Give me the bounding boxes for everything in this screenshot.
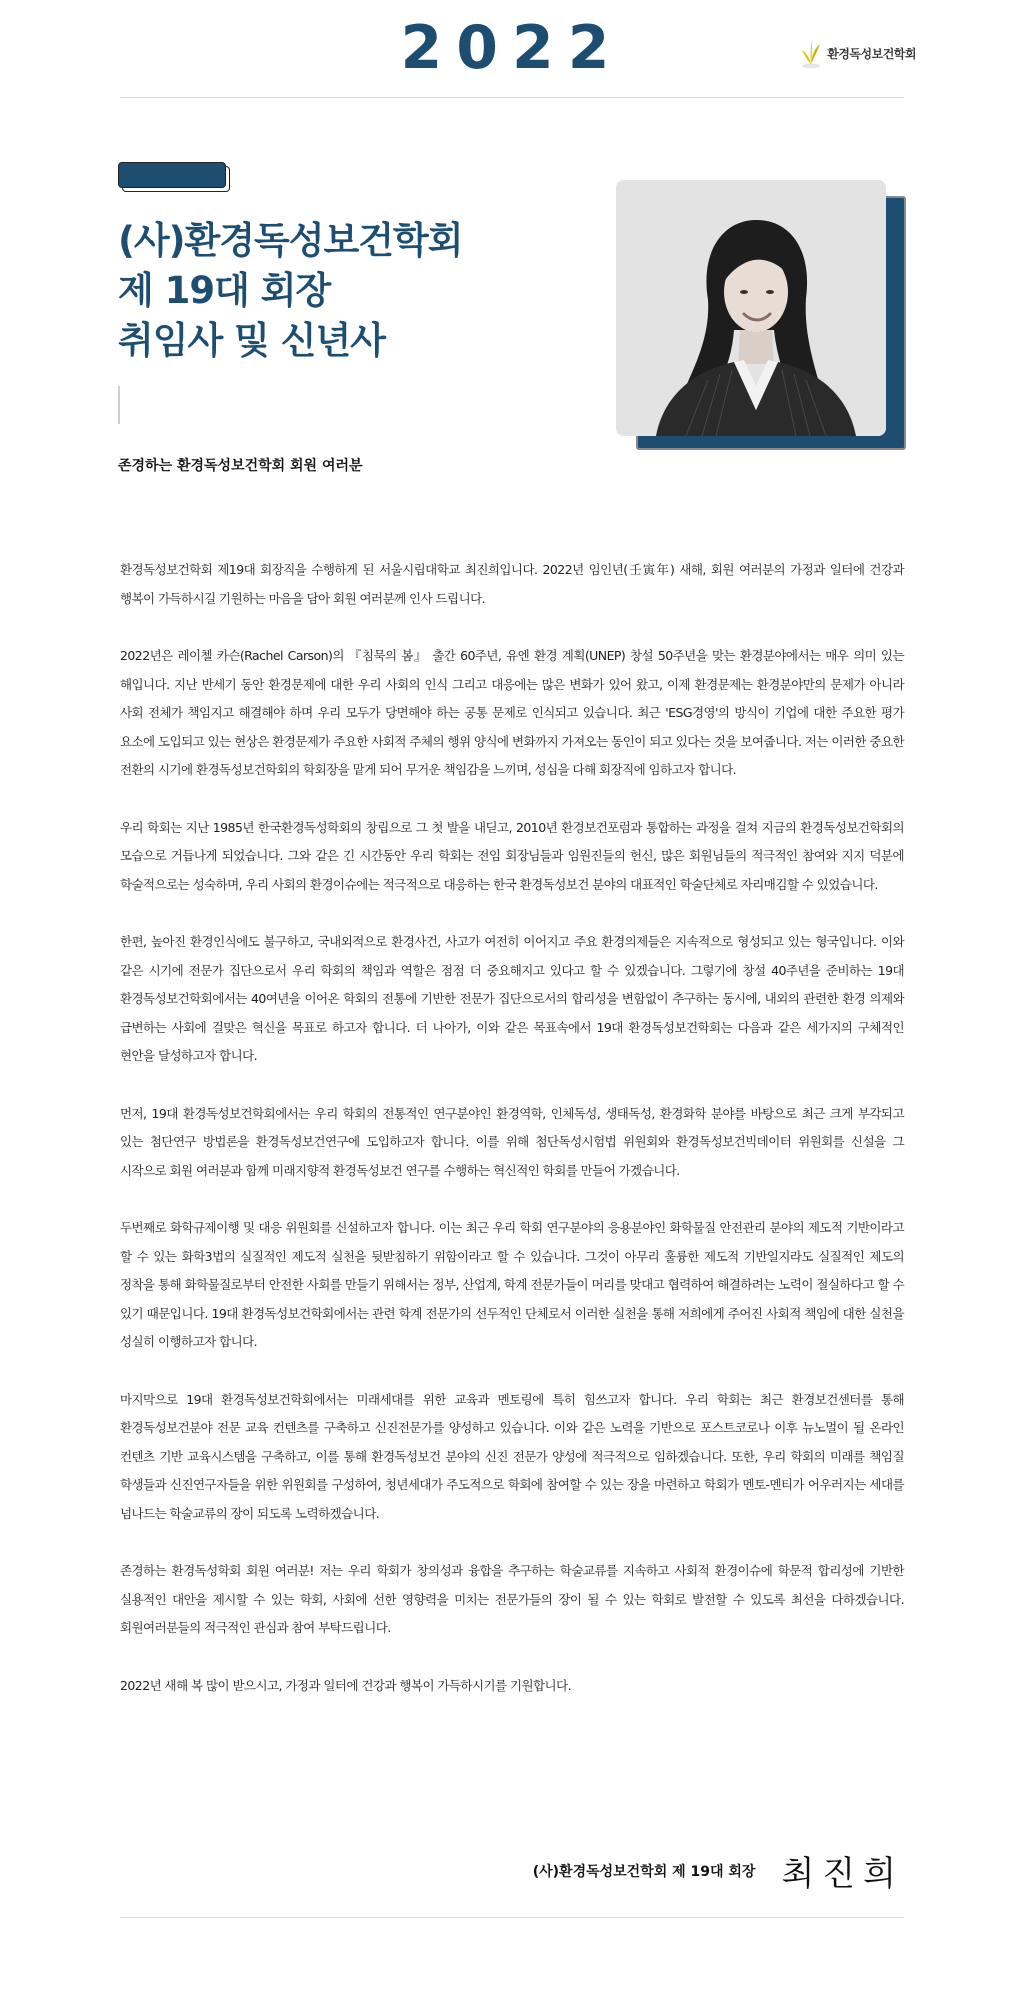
greeting: 존경하는 환경독성보건학회 회원 여러분 [118,458,363,474]
body-paragraph: 마지막으로 19대 환경독성보건학회에서는 미래세대를 위한 교육과 멘토링에 특히 힘쓰고자 합니다. 우리 학회는 최근 환경보건센터를 통해 환경독성보건분야 전문 교육 컨텐츠를 구축하고 신진전문가를 양성하고 있습니다. 이와 같은 노력을 기반으로 포스트코로나 이후 뉴노멀이 될 온라인 컨텐츠 기반 교육시스템을 구축하고, 이를 통해 환경독성보건 분야의 신진 전문가 양성에 적극적으로 임하겠습니다. 또한, 우리 학회의 미래를 책임질 학생들과 신진연구자들을 위한 위원회를 구성하여, 청년세대가 주도적으로 학회에 참여할 수 있는 장을 마련하고 학회가 멘토-멘티가 어우러지는 세대를 넘나드는 학술교류의 장이 되도록 노력하겠습니다. [120,1391,904,1521]
hero-title-line: 제 19대 회장 [118,269,331,312]
header-divider [120,97,904,98]
hero-accent-bar [118,386,120,424]
body-paragraph: 먼저, 19대 환경독성보건학회에서는 우리 학회의 전통적인 연구분야인 환경역학, 인체독성, 생태독성, 환경화학 분야를 바탕으로 최근 크게 부각되고 있는 첨단연구 방법론을 환경독성보건연구에 도입하고자 합니다. 이를 위해 첨단독성시험법 위원회와 환경독성보건빅데이터 위원회를 신설을 그 시작으로 회원 여러분과 함께 미래지향적 환경독성보건 연구를 수행하는 혁신적인 학회를 만들어 가겠습니다. [120,1105,904,1178]
body-paragraph: 환경독성보건학회 제19대 회장직을 수행하게 된 서울시립대학교 최진희입니다. 2022년 임인년(壬寅年) 새해, 회원 여러분의 가정과 일터에 건강과 행복이 가득하시길 기원하는 마음을 담아 회원 여러분께 인사 드립니다. [120,562,904,606]
hero-title-line: 취임사 및 신년사 [118,319,385,362]
signature-name: 최진희 [781,1854,904,1894]
leaf-logo-icon [799,36,823,70]
hero-title [118,216,578,366]
body-paragraph: 우리 학회는 지난 1985년 한국환경독성학회의 창립으로 그 첫 발을 내딛고, 2010년 환경보건포럼과 통합하는 과정을 걸쳐 지금의 환경독성보건학회의 모습으로 거듭나게 되었습니다. 그와 같은 긴 시간동안 우리 학회는 전임 회장님들과 임원진들의 헌신, 많은 회원님들의 적극적인 참여와 지지 덕분에 학술적으로는 성숙하며, 우리 사회의 환경이슈에는 적극적으로 대응하는 한국 환경독성보건 분야의 대표적인 학술단체로 자리매김할 수 있었습니다. [120,819,904,892]
body-paragraph: 한편, 높아진 환경인식에도 불구하고, 국내외적으로 환경사건, 사고가 여전히 이어지고 주요 환경의제들은 지속적으로 형성되고 있는 형국입니다. 이와 같은 시기에 전문가 집단으로서 우리 학회의 책임과 역할은 점점 더 중요해지고 있다고 할 수 있겠습니다. 그렇기에 창설 40주년을 준비하는 19대 환경독성보건학회에서는 40여년을 이어온 학회의 전통에 기반한 전문가 집단으로서의 합리성을 변함없이 추구하는 동시에, 내외의 관련한 환경 의제와 급변하는 사회에 걸맞은 혁신을 목표로 하고자 합니다. 더 나아가, 이와 같은 목표속에서 19대 환경독성보건학회는 다음과 같은 세가지의 구체적인 현안을 달성하고자 합니다. [120,934,904,1063]
body-paragraph: 2022년은 레이첼 카슨(Rachel Carson)의 『침묵의 봄』 출간 60주년, 유엔 환경 계획(UNEP) 창설 50주년을 맞는 환경분야에서는 매우 의미 있는 해입니다. 지난 반세기 동안 환경문제에 대한 우리 사회의 인식 그리고 대응에는 많은 변화가 있어 왔고, 이제 환경문제는 환경분야만의 문제가 아니라 사회 전체가 책임지고 해결해야 하며 우리 모두가 당면해야 하는 공통 문제로 인식되고 있습니다. 최근 'ESG경영'의 방식이 기업에 대한 주요한 평가 요소에 도입되고 있는 현상은 환경문제가 주요한 사회적 주체의 행위 양식에 변화까지 가져오는 동인이 되고 있다는 것을 보여줍니다. 저는 이러한 중요한 전환의 시기에 환경독성보건학회의 학회장을 맡게 되어 무거운 책임감을 느끼며, 성심을 다해 회장직에 임하고자 합니다. [120,648,904,777]
footer-divider [120,1917,904,1918]
body-paragraph: 존경하는 환경독성학회 회원 여러분! 저는 우리 학회가 창의성과 융합을 추구하는 학술교류를 지속하고 사회적 환경이슈에 학문적 합리성에 기반한 실용적인 대안을 제시할 수 있는 학회, 사회에 선한 영향력을 미치는 전문가들의 장이 될 수 있는 학회로 발전할 수 있도록 최선을 다하겠습니다. 회원여러분들의 적극적인 관심과 참여 부탁드립니다. [120,1563,904,1635]
letter-body [120,556,904,1729]
decorative-tag-face [118,162,226,188]
body-paragraph: 두번째로 화학규제이행 및 대응 위원회를 신설하고자 합니다. 이는 최근 우리 학회 연구분야의 응용분야인 화학물질 안전관리 분야의 제도적 기반이라고 할 수 있는 화학3법의 실질적인 제도적 실천을 뒷받침하기 위함이라고 할 수 있습니다. 그것이 아무리 훌륭한 제도적 기반일지라도 실질적인 제도의 정착을 통해 화학물질로부터 안전한 사회를 만들기 위해서는 정부, 산업계, 학계 전문가들이 머리를 맞대고 협력하여 해결하려는 노력이 절실하다고 할 수 있기 때문입니다. 19대 환경독성보건학회에서는 관련 학계 전문가의 선두적인 단체로서 이러한 실천을 통해 저희에게 주어진 사회적 책임에 대한 실천을 성실히 이행하고자 합니다. [120,1220,904,1349]
portrait-photo [616,180,886,436]
brand[interactable] [799,36,916,70]
portrait-illustration [616,180,886,436]
body-paragraph: 2022년 새해 복 많이 받으시고, 가정과 일터에 건강과 행복이 가득하시기를 기원합니다. [120,1677,572,1693]
signature-block [533,1846,904,1895]
decorative-tag [118,162,232,194]
year-title: 2022 [400,13,624,83]
brand-name: 환경독성보건학회 [827,46,916,61]
hero-title-line: (사)환경독성보건학회 [118,219,463,262]
signature-title: (사)환경독성보건학회 제 19대 회장 [532,1863,756,1880]
header [0,0,1024,98]
